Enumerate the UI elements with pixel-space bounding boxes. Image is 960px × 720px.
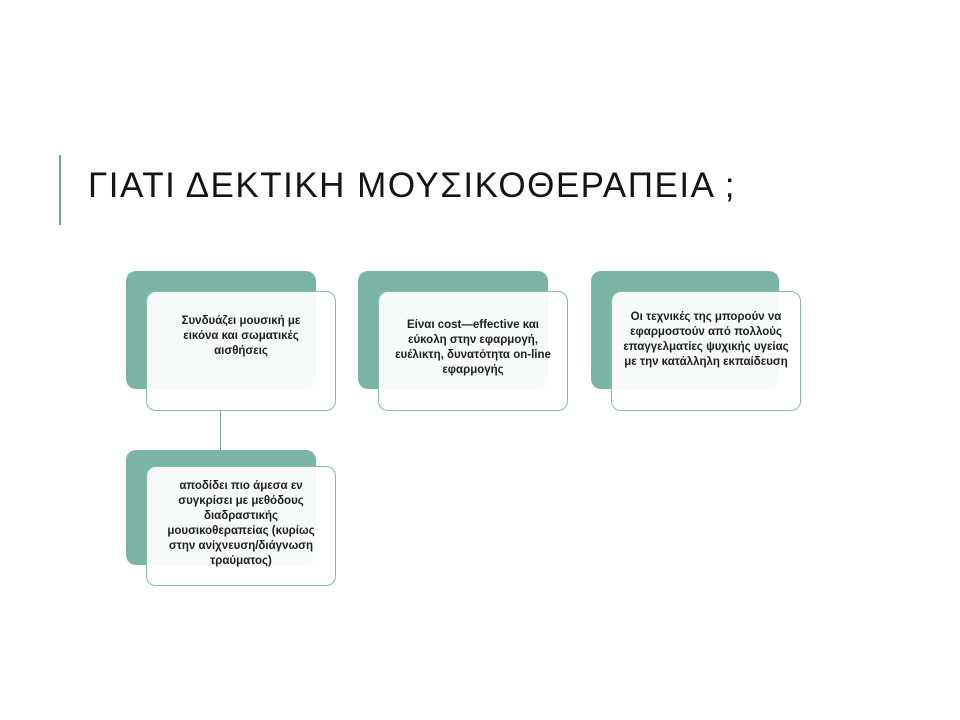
- title-accent-bar: [59, 155, 61, 225]
- box-3: [611, 291, 801, 411]
- box-4: [146, 466, 336, 586]
- box-2: [378, 291, 568, 411]
- slide-title: ΓΙΑΤΙ ΔΕΚΤΙΚΗ ΜΟΥΣΙΚΟΘΕΡΑΠΕΙΑ ;: [88, 166, 736, 205]
- box-1: [146, 291, 336, 411]
- connector-line: [220, 410, 221, 450]
- box-1-text: Συνδυάζει μουσική με εικόνα και σωματικές αισθήσεις: [181, 315, 301, 357]
- box-2-text: Είναι cost—effective και εύκολη στην εφαρμογή, ευέλικτη, δυνατότητα on-line εφαρμογής: [395, 319, 551, 376]
- box-4-text: αποδίδει πιο άμεσα εν συγκρίσει με μεθόδους διαδραστικής μουσικοθεραπείας (κυρίως στην ανίχνευση/διάγνωση τραύματος): [167, 480, 315, 567]
- box-3-text: Οι τεχνικές της μπορούν να εφαρμοστούν από πολλούς επαγγελματίες ψυχικής υγείας με την κατάλληλη εκπαίδευση: [623, 311, 789, 368]
